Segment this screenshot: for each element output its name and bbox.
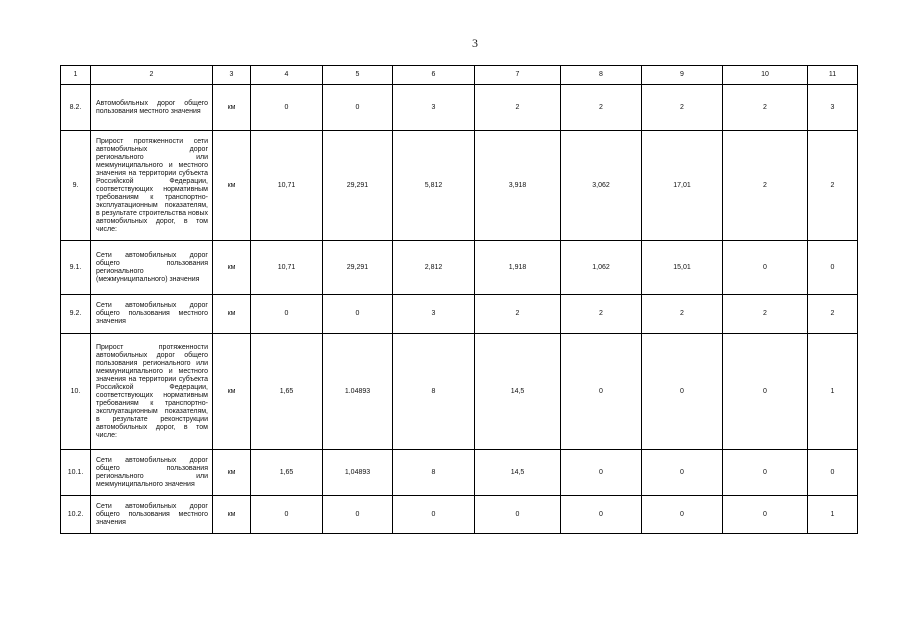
row-description: Сети автомобильных дорог общего пользования местного значения [91, 295, 213, 334]
row-number: 9. [61, 131, 91, 241]
row-description: Сети автомобильных дорог общего пользования местного значения [91, 496, 213, 534]
table-row [61, 295, 858, 334]
row-description: Прирост протяженности сети автомобильных дорог регионального или межмуниципального и местного значения на территории субъекта Российской Федерации, соответствующих нормативным требованиям к транспортно-эксплуатационным показателям, в результате строительства новых автомобильных дорог, в том числе: [91, 131, 213, 241]
value-cell: 5,812 [393, 131, 475, 241]
value-cell: 0 [808, 450, 858, 496]
value-cell: 29,291 [323, 131, 393, 241]
row-number: 10.2. [61, 496, 91, 534]
column-header: 7 [475, 66, 561, 85]
value-cell: 2 [642, 295, 723, 334]
value-cell: 2,812 [393, 241, 475, 295]
value-cell: 15,01 [642, 241, 723, 295]
column-header: 6 [393, 66, 475, 85]
table-row [61, 450, 858, 496]
table-row [61, 131, 858, 241]
column-header: 4 [251, 66, 323, 85]
value-cell: 0 [251, 295, 323, 334]
value-cell: 0 [642, 450, 723, 496]
value-cell: 0 [251, 496, 323, 534]
table-row [61, 334, 858, 450]
page-number: 3 [472, 36, 478, 50]
value-cell: 0 [561, 334, 642, 450]
value-cell: 0 [642, 496, 723, 534]
value-cell: 10,71 [251, 131, 323, 241]
column-header: 11 [808, 66, 858, 85]
value-cell: 3 [393, 85, 475, 131]
value-cell: 3,918 [475, 131, 561, 241]
row-description: Прирост протяженности автомобильных дорог общего пользования регионального или межмуниципального и местного значения на территории субъекта Российской Федерации, соответствующих нормативным требованиям к транспортно-эксплуатационным показателям, в результате реконструкции автомобильных дорог, в том числе: [91, 334, 213, 450]
value-cell: 0 [561, 450, 642, 496]
value-cell: 1,062 [561, 241, 642, 295]
row-unit: км [213, 85, 251, 131]
row-number: 8.2. [61, 85, 91, 131]
value-cell: 2 [475, 85, 561, 131]
value-cell: 1,04893 [323, 450, 393, 496]
value-cell: 0 [393, 496, 475, 534]
value-cell: 0 [723, 241, 808, 295]
column-header: 8 [561, 66, 642, 85]
value-cell: 2 [723, 131, 808, 241]
row-description: Сети автомобильных дорог общего пользования регионального или межмуниципального значения [91, 450, 213, 496]
value-cell: 29,291 [323, 241, 393, 295]
value-cell: 0 [561, 496, 642, 534]
row-description: Сети автомобильных дорог общего пользования регионального (межмуниципального) значения [91, 241, 213, 295]
row-unit: км [213, 131, 251, 241]
table-row [61, 496, 858, 534]
row-number: 10.1. [61, 450, 91, 496]
value-cell: 2 [561, 85, 642, 131]
row-description: Автомобильных дорог общего пользования местного значения [91, 85, 213, 131]
row-number: 9.2. [61, 295, 91, 334]
value-cell: 1,918 [475, 241, 561, 295]
value-cell: 3 [393, 295, 475, 334]
value-cell: 2 [561, 295, 642, 334]
row-unit: км [213, 334, 251, 450]
value-cell: 0 [323, 295, 393, 334]
column-header: 9 [642, 66, 723, 85]
row-unit: км [213, 241, 251, 295]
column-header: 2 [91, 66, 213, 85]
value-cell: 0 [251, 85, 323, 131]
value-cell: 8 [393, 450, 475, 496]
column-header: 1 [61, 66, 91, 85]
row-number: 9.1. [61, 241, 91, 295]
value-cell: 0 [475, 496, 561, 534]
value-cell: 0 [642, 334, 723, 450]
value-cell: 3 [808, 85, 858, 131]
value-cell: 8 [393, 334, 475, 450]
header-row [61, 66, 858, 85]
value-cell: 1,65 [251, 450, 323, 496]
table-row [61, 85, 858, 131]
value-cell: 0 [723, 334, 808, 450]
row-unit: км [213, 450, 251, 496]
value-cell: 2 [808, 295, 858, 334]
column-header: 10 [723, 66, 808, 85]
value-cell: 1 [808, 334, 858, 450]
value-cell: 2 [475, 295, 561, 334]
indicators-table [60, 65, 858, 534]
value-cell: 3,062 [561, 131, 642, 241]
value-cell: 2 [808, 131, 858, 241]
column-header: 3 [213, 66, 251, 85]
value-cell: 0 [808, 241, 858, 295]
value-cell: 2 [723, 295, 808, 334]
value-cell: 17,01 [642, 131, 723, 241]
row-unit: км [213, 496, 251, 534]
value-cell: 1 [808, 496, 858, 534]
value-cell: 0 [723, 450, 808, 496]
value-cell: 0 [723, 496, 808, 534]
value-cell: 2 [723, 85, 808, 131]
row-unit: км [213, 295, 251, 334]
value-cell: 2 [642, 85, 723, 131]
row-number: 10. [61, 334, 91, 450]
value-cell: 14,5 [475, 450, 561, 496]
column-header: 5 [323, 66, 393, 85]
table-row [61, 241, 858, 295]
value-cell: 1,65 [251, 334, 323, 450]
value-cell: 14,5 [475, 334, 561, 450]
value-cell: 10,71 [251, 241, 323, 295]
value-cell: 0 [323, 496, 393, 534]
value-cell: 0 [323, 85, 393, 131]
value-cell: 1.04893 [323, 334, 393, 450]
